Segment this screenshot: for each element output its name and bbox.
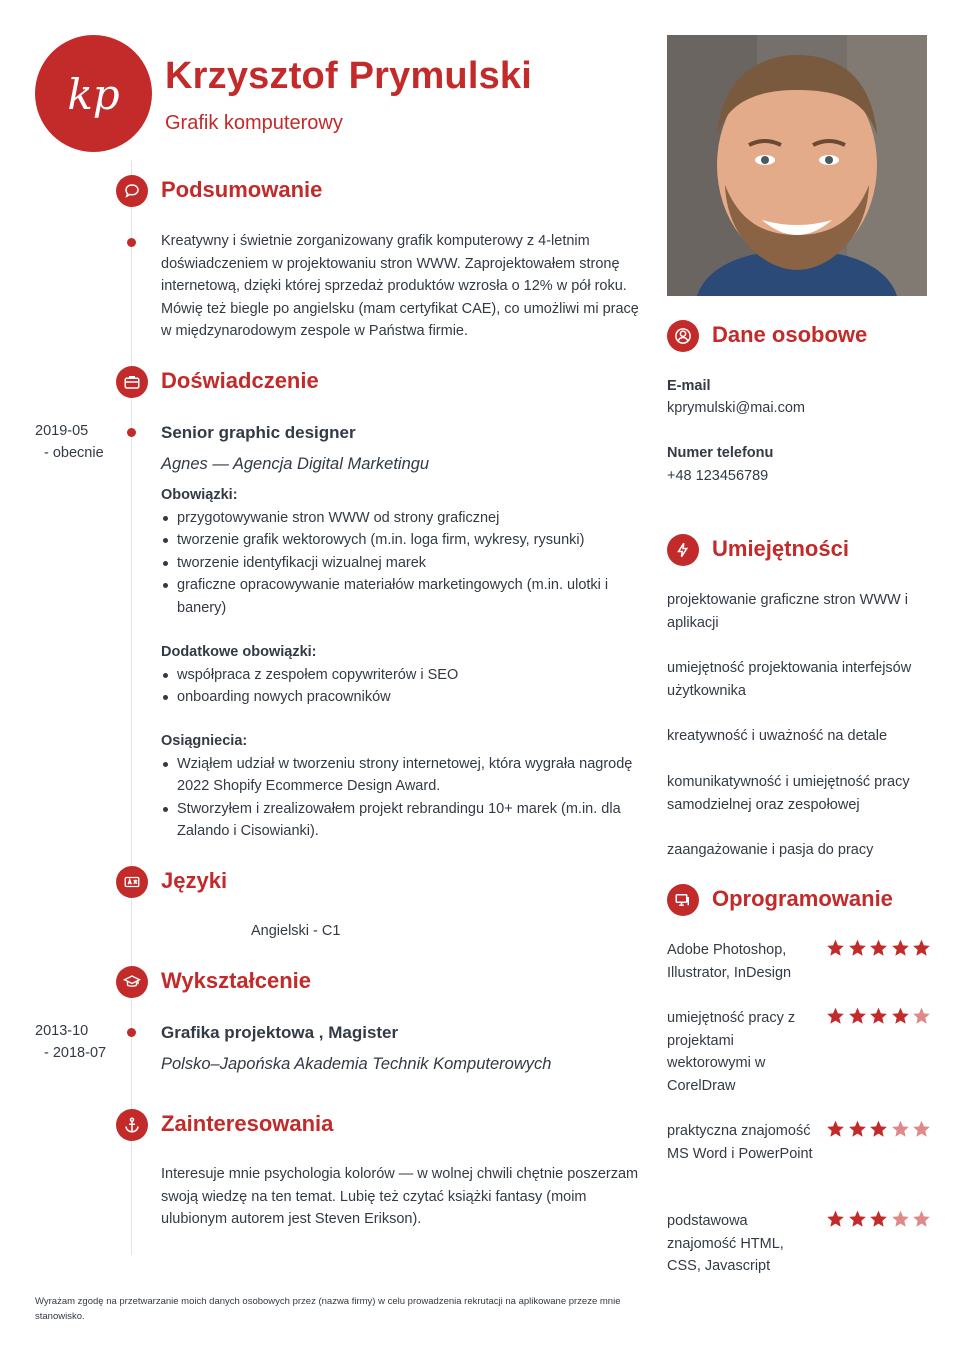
software-rating	[825, 1006, 933, 1026]
summary-text: Kreatywny i świetnie zorganizowany grafik komputerowy z 4-letnim doświadczeniem w projektowaniu stron WWW. Zaprojektowałem stronę internetową, dzięki której sprzedaż produktów wzrosła o 12% w pół roku. Mówię też biegle po angielsku (mam certyfikat CAE), co umożliwi mi pracę w międzynarodowym zespole w Państwa firmie.	[161, 233, 639, 339]
anchor-icon	[116, 1109, 148, 1141]
list-item: tworzenie identyfikacji wizualnej marek	[161, 552, 641, 575]
star-filled-icon	[825, 1006, 846, 1026]
star-filled-icon	[847, 938, 868, 958]
lightning-icon	[667, 534, 699, 566]
email-value[interactable]: kprymulski@mai.com	[667, 400, 805, 416]
user-icon	[667, 320, 699, 352]
list-item: współpraca z zespołem copywriterów i SEO	[161, 664, 641, 687]
duties-heading: Obowiązki:	[161, 487, 238, 503]
experience-date-from: 2019-05	[35, 423, 89, 439]
skill-item: zaangażowanie i pasja do pracy	[667, 842, 874, 858]
skill-item: kreatywność i uważność na detale	[667, 728, 888, 744]
star-empty-icon	[890, 1209, 911, 1229]
star-filled-icon	[868, 1209, 889, 1229]
duties-list	[161, 507, 641, 620]
graduation-cap-icon	[116, 966, 148, 998]
consent-clause: Wyrażam zgodę na przetwarzanie moich danych osobowych przez (nazwa firmy) w celu prowadzenia rekrutacji na aplikowane przeze mnie stanowisko.	[35, 1296, 621, 1322]
briefcase-icon	[116, 366, 148, 398]
skills-title: Umiejętności	[712, 536, 849, 561]
achievements-block	[161, 730, 641, 843]
star-empty-icon	[911, 1209, 932, 1229]
software-item-name: praktyczna znajomość MS Word i PowerPoint	[667, 1123, 813, 1162]
star-filled-icon	[825, 1119, 846, 1139]
phone-label: Numer telefonu	[667, 445, 774, 461]
software-rating	[825, 938, 933, 958]
skill-item: komunikatywność i umiejętność pracy samodzielnej oraz zespołowej	[667, 774, 910, 813]
skill-item: umiejętność projektowania interfejsów użytkownika	[667, 660, 912, 699]
job-title: Grafik komputerowy	[165, 112, 343, 134]
star-empty-icon	[911, 1119, 932, 1139]
phone-value[interactable]: +48 123456789	[667, 468, 769, 484]
list-item: onboarding nowych pracowników	[161, 686, 641, 709]
extra-duties-list	[161, 664, 641, 709]
candidate-name: Krzysztof Prymulski	[165, 55, 533, 97]
experience-date-to: - obecnie	[44, 445, 104, 461]
timeline-dot	[127, 1028, 136, 1037]
star-empty-icon	[911, 1006, 932, 1026]
list-item: graficzne opracowywanie materiałów marketingowych (m.in. ulotki i banery)	[161, 574, 631, 619]
experience-date	[35, 420, 104, 464]
education-date	[35, 1020, 106, 1064]
software-item-name: umiejętność pracy z projektami wektorowymi w CorelDraw	[667, 1010, 796, 1094]
star-filled-icon	[868, 1119, 889, 1139]
list-item: tworzenie grafik wektorowych (m.in. loga firm, wykresy, rysunki)	[161, 529, 641, 552]
software-rating	[825, 1119, 933, 1139]
speech-bubble-icon	[116, 175, 148, 207]
extra-duties-heading: Dodatkowe obowiązki:	[161, 644, 317, 660]
experience-title: Doświadczenie	[161, 368, 319, 393]
skill-item: projektowanie graficzne stron WWW i aplikacji	[667, 592, 908, 631]
list-item: Stworzyłem i zrealizowałem projekt rebrandingu 10+ marek (m.in. dla Zalando i Cisowianki).	[161, 798, 626, 843]
achievements-heading: Osiągniecia:	[161, 733, 248, 749]
duties-block	[161, 484, 641, 619]
email-label: E-mail	[667, 378, 711, 394]
interests-text: Interesuje mnie psychologia kolorów — w wolnej chwili chętnie poszerzam swoją wiedzę na ten temat. Lubię też czytać książki fantasy (moim ulubionym autorem jest Steven Erikson).	[161, 1166, 639, 1227]
timeline-dot	[127, 238, 136, 247]
software-rating	[825, 1209, 933, 1229]
list-item: przygotowywanie stron WWW od strony graficznej	[161, 507, 641, 530]
achievements-list	[161, 753, 641, 843]
education-title: Wykształcenie	[161, 968, 312, 993]
star-filled-icon	[847, 1209, 868, 1229]
language-item: Angielski - C1	[251, 923, 341, 939]
monitor-icon	[667, 884, 699, 916]
star-filled-icon	[868, 1006, 889, 1026]
star-filled-icon	[868, 938, 889, 958]
extra-duties-block	[161, 641, 641, 709]
star-filled-icon	[890, 1006, 911, 1026]
timeline-dot	[127, 428, 136, 437]
experience-position: Senior graphic designer	[161, 423, 356, 442]
star-filled-icon	[911, 938, 932, 958]
languages-title: Języki	[161, 868, 228, 893]
star-filled-icon	[847, 1006, 868, 1026]
initials-logo	[35, 35, 152, 152]
software-item-name: podstawowa znajomość HTML, CSS, Javascript	[667, 1213, 784, 1274]
translate-icon	[116, 866, 148, 898]
initials-text: kp	[67, 70, 120, 119]
education-school: Polsko–Japońska Akademia Technik Komputerowych	[161, 1055, 552, 1073]
profile-photo	[667, 35, 927, 296]
summary-title: Podsumowanie	[161, 177, 323, 202]
software-item-name: Adobe Photoshop, Illustrator, InDesign	[667, 942, 792, 981]
software-title: Oprogramowanie	[712, 886, 893, 911]
star-empty-icon	[890, 1119, 911, 1139]
education-date-from: 2013-10	[35, 1023, 89, 1039]
education-degree: Grafika projektowa , Magister	[161, 1023, 399, 1042]
personal-title: Dane osobowe	[712, 322, 868, 347]
experience-company: Agnes — Agencja Digital Marketingu	[161, 455, 430, 473]
list-item: Wziąłem udział w tworzeniu strony internetowej, która wygrała nagrodę 2022 Shopify Ecommerce Design Award.	[161, 753, 641, 798]
star-filled-icon	[825, 1209, 846, 1229]
star-filled-icon	[890, 938, 911, 958]
education-date-to: - 2018-07	[44, 1045, 107, 1061]
timeline-line	[131, 160, 132, 1255]
interests-title: Zainteresowania	[161, 1111, 334, 1136]
star-filled-icon	[847, 1119, 868, 1139]
star-filled-icon	[825, 938, 846, 958]
